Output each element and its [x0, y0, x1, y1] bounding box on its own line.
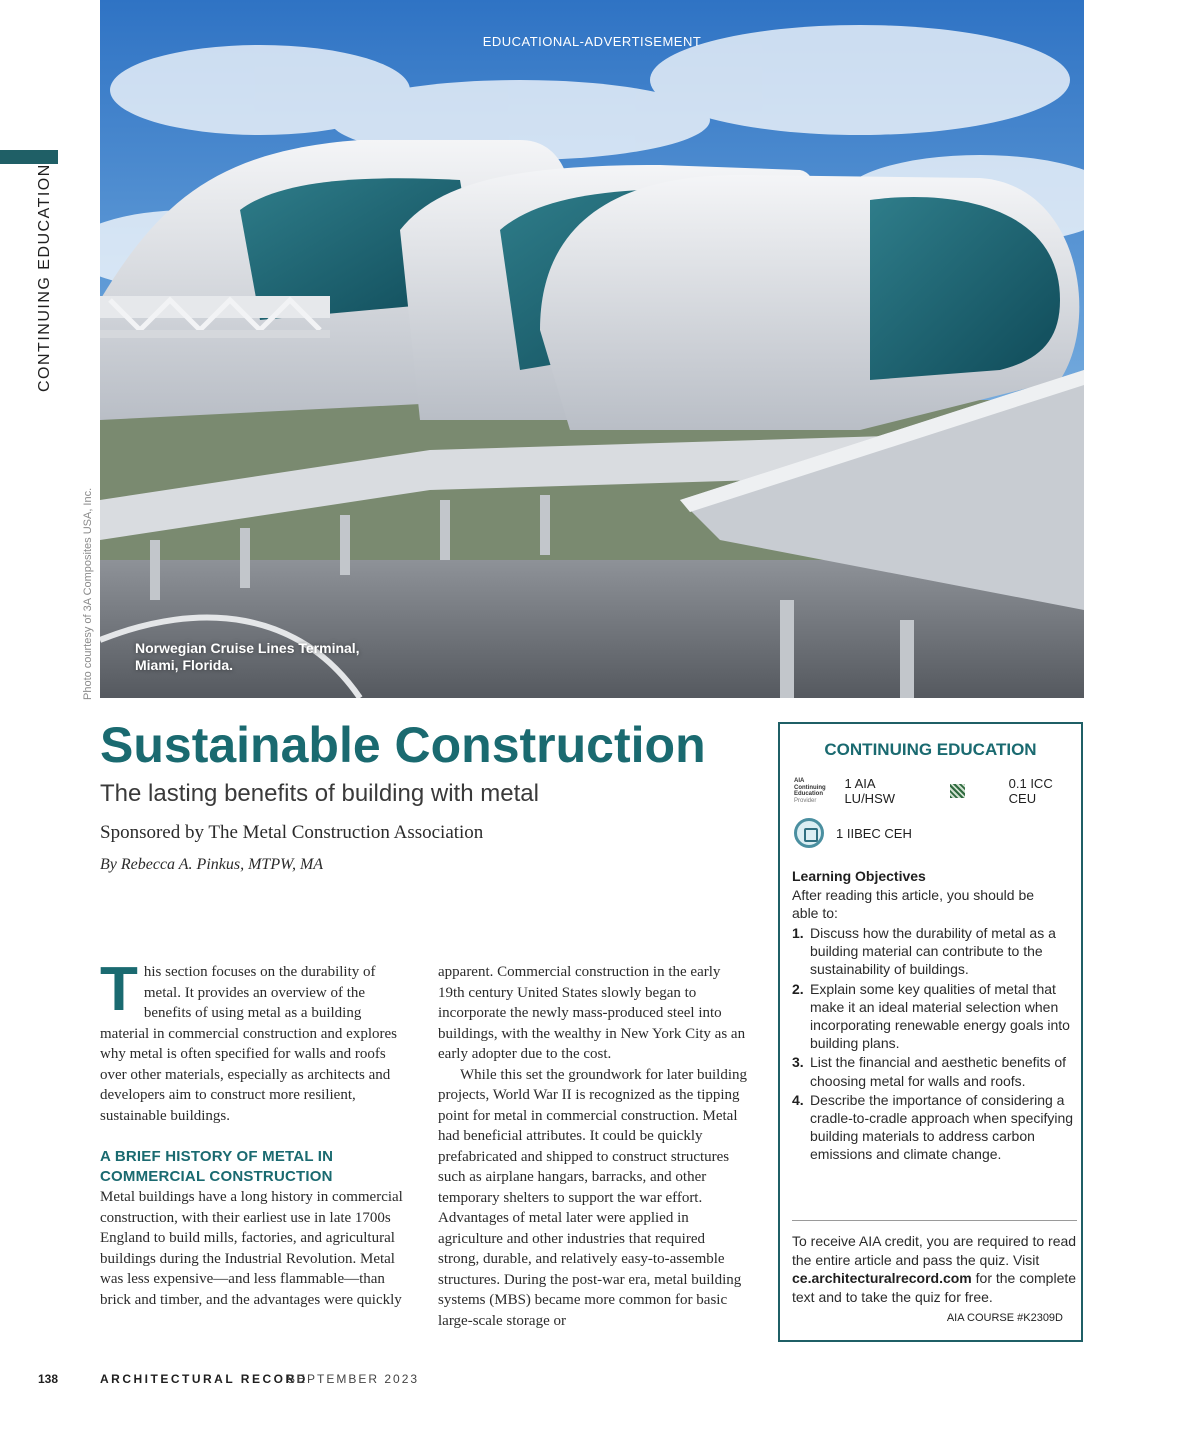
photo-caption-line: Norwegian Cruise Lines Terminal, — [135, 640, 360, 656]
credit-note-text: To receive AIA credit, you are required to read the entire article and pass the quiz. Visit — [792, 1233, 1077, 1268]
credit-note — [792, 1232, 1077, 1306]
objective-number: 1. — [792, 925, 804, 941]
aia-logo-text: AIA — [794, 778, 805, 784]
body-paragraph: Metal buildings have a long history in commercial construction, with their earliest use in late 1700s England to build mills, factories, and agricultural buildings during the Industrial Revolution. Metal was less expensive—and less flammable—than brick and timber, and the advantages were quickly — [100, 1189, 403, 1308]
sponsor-line: Sponsored by The Metal Construction Association — [100, 822, 484, 843]
section-tab — [0, 150, 58, 164]
aia-logo-text: Continuing — [794, 784, 826, 791]
intro-text: his section focuses on the durability of metal. It provides an overview of the benefits of using metal as a building material in commercial construction and explores why metal is often specified for walls and roofs over other materials, especially as architects and developers aim to construct more resilient, sustainable buildings. — [100, 964, 397, 1124]
objectives-list — [792, 924, 1077, 1165]
photo-credit: Photo courtesy of 3A Composites USA, Inc. — [82, 487, 94, 700]
terminal-illustration — [100, 0, 1084, 698]
drop-cap: T — [100, 955, 138, 1024]
ce-site-link[interactable]: ce.architecturalrecord.com — [792, 1270, 972, 1286]
photo-caption — [135, 640, 435, 674]
objective-number: 3. — [792, 1054, 804, 1071]
objective-text: List the financial and aesthetic benefits of choosing metal for walls and roofs. — [810, 1054, 1067, 1089]
article-subtitle: The lasting benefits of building with metal — [100, 780, 539, 807]
objectives-intro: After reading this article, you should be able to: — [792, 887, 1035, 921]
objective-number: 4. — [792, 1091, 804, 1108]
objectives-heading: Learning Objectives — [792, 868, 926, 884]
objective-text: Explain some key qualities of metal that make it an ideal material selection when incorporating renewable energy goals into building plans. — [810, 980, 1070, 1052]
icc-logo-icon — [950, 784, 965, 798]
article-title: Sustainable Construction — [100, 717, 706, 773]
body-paragraph: While this set the groundwork for later building projects, World War II is recognized as the tipping point for metal in commercial construction. Metal had beneficial attributes. It could be quickly prefabricated and shipped to construct structures such as airplane hangars, barracks, and other temporary shelters to support the war effort. Advantages of metal later were applied in agriculture and other industries that required strong, durable, and relatively easy-to-assemble structures. During the post-war era, metal building systems (MBS) became more common for basic large-scale storage or — [438, 1066, 748, 1329]
ce-title: CONTINUING EDUCATION — [824, 740, 1037, 759]
aia-logo-text: Education — [794, 791, 824, 797]
aia-credit-row — [794, 776, 1081, 806]
objective-text: Discuss how the durability of metal as a building material can contribute to the sustainability of buildings. — [810, 925, 1056, 978]
objective-item — [792, 980, 1077, 1053]
hero-photo — [100, 0, 1084, 698]
body-column-2 — [438, 962, 748, 1331]
objective-item — [792, 1053, 1077, 1089]
advertisement-tag: EDUCATIONAL-ADVERTISEMENT — [482, 34, 702, 49]
aia-logo-text: Provider — [794, 797, 817, 804]
photo-caption-line: Miami, Florida. — [135, 657, 234, 673]
course-number: AIA COURSE #K2309D — [946, 1312, 1063, 1324]
iibec-credit-row — [794, 818, 912, 848]
issue-date: SEPTEMBER 2023 — [287, 1372, 420, 1386]
ce-sidebar — [778, 722, 1083, 1342]
icc-credit: 0.1 ICC CEU — [1008, 776, 1053, 806]
publication-name: ARCHITECTURAL RECORD — [100, 1372, 308, 1386]
aia-credit: 1 AIA LU/HSW — [844, 776, 896, 806]
objective-number: 2. — [792, 980, 804, 997]
section-label: CONTINUING EDUCATION — [36, 163, 53, 392]
section-heading: A BRIEF HISTORY OF METAL IN COMMERCIAL CONSTRUCTION — [100, 1148, 334, 1185]
objective-item — [792, 1091, 1077, 1164]
body-column-1 — [100, 955, 410, 1310]
intro-paragraph — [100, 955, 410, 1126]
aia-provider-logo — [794, 778, 834, 804]
body-paragraph: apparent. Commercial construction in the early 19th century United States slowly began to incorporate the newly mass-produced steel into buildings, with the wealthy in New York City as an early adopter due to the cost. — [438, 964, 746, 1062]
credit-note-text: for the complete text and to take the quiz for free. — [792, 1270, 1077, 1305]
divider — [792, 1220, 1077, 1221]
iibec-badge-icon — [794, 818, 824, 848]
objective-item — [792, 924, 1077, 979]
byline: By Rebecca A. Pinkus, MTPW, MA — [100, 856, 324, 873]
objective-text: Describe the importance of considering a cradle-to-cradle approach when specifying building materials to address carbon emissions and climate change. — [810, 1091, 1074, 1163]
page-number: 138 — [38, 1372, 59, 1386]
iibec-credit: 1 IIBEC CEH — [836, 825, 912, 841]
